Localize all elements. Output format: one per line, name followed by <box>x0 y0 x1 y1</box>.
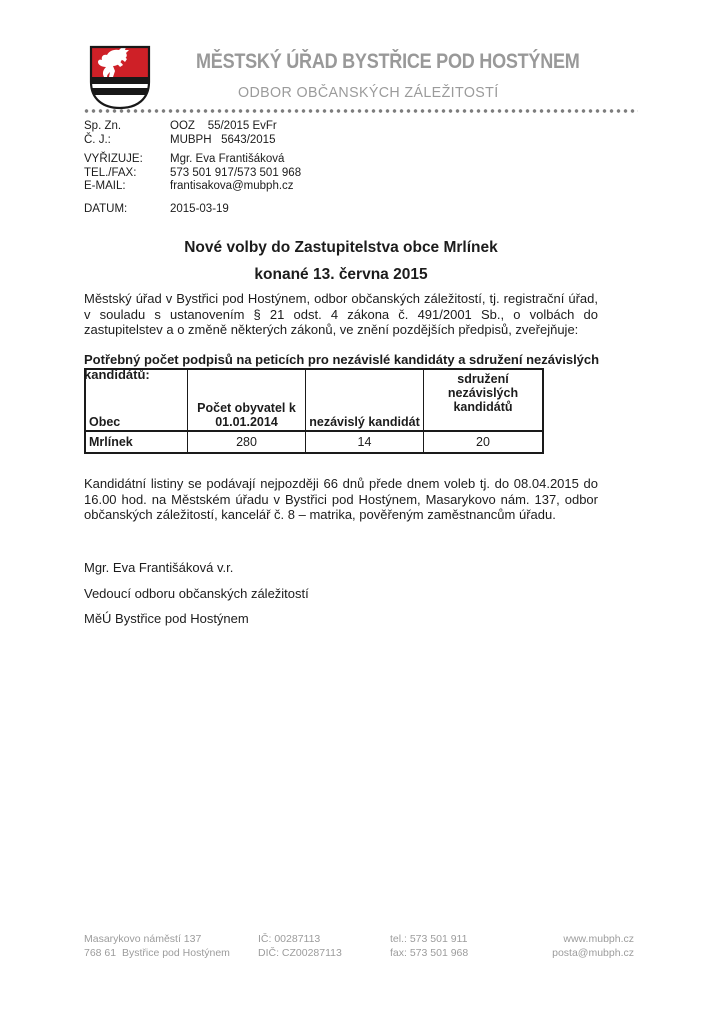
ref-row-telfax <box>84 167 504 181</box>
ref-row-datum <box>84 203 504 217</box>
signature-requirements-table <box>84 368 544 454</box>
signature-office: MěÚ Bystřice pod Hostýnem <box>84 611 249 626</box>
footer-tel: tel.: 573 501 911 <box>390 933 468 945</box>
col-header-sdruzeni: sdružení nezávislých kandidátů <box>424 369 544 431</box>
signature-role: Vedoucí odboru občanských záležitostí <box>84 585 309 601</box>
intro-paragraph: Městský úřad v Bystřici pod Hostýnem, odbor občanských záležitostí, tj. registrační úřad, v souladu s ustanovením § 21 odst. 4 zákona č. 491/2001 Sb., o volbách do zastupitelstev a o změně některých zákonů, ve znění pozdějších předpisů, zveřejňuje: <box>84 291 598 338</box>
signature-name: Mgr. Eva Františáková v.r. <box>84 560 234 575</box>
ref-label: Č. J.: <box>84 133 111 146</box>
col-header-obec: Obec <box>85 369 188 431</box>
ref-value: frantisakova@mubph.cz <box>170 180 294 192</box>
col-header-nezavisly-kandidat: nezávislý kandidát <box>306 369 424 431</box>
ref-row-email <box>84 180 504 194</box>
document-title: Nové volby do Zastupitelstva obce Mrlínek <box>184 239 498 256</box>
ref-label: DATUM: <box>84 202 128 215</box>
footer-fax: fax: 573 501 968 <box>390 946 469 959</box>
ref-label: TEL./FAX: <box>84 166 137 179</box>
table-row <box>85 431 543 453</box>
document-subtitle: konané 13. června 2015 <box>254 266 428 283</box>
ref-value: 2015-03-19 <box>170 202 229 215</box>
footer-website: www.mubph.cz <box>563 933 634 945</box>
coat-of-arms-icon <box>87 44 153 112</box>
ref-value: MUBPH 5643/2015 <box>170 133 276 146</box>
cell-pocet: 280 <box>188 431 306 453</box>
footer-dic: DIČ: CZ00287113 <box>258 946 342 959</box>
cell-nezavisly: 14 <box>306 431 424 453</box>
ref-value: 573 501 917/573 501 968 <box>170 166 302 179</box>
col-header-pocet-obyvatel: Počet obyvatel k 01.01.2014 <box>188 369 306 431</box>
footer-address-line2: 768 61 Bystřice pod Hostýnem <box>84 946 230 959</box>
ref-row-vyrizuje <box>84 153 504 167</box>
office-title: MĚSTSKÝ ÚŘAD BYSTŘICE POD HOSTÝNEM <box>196 50 580 73</box>
department-subtitle: ODBOR OBČANSKÝCH ZÁLEŽITOSTÍ <box>238 84 499 101</box>
footer-ic: IČ: 00287113 <box>258 933 321 945</box>
footer-address <box>84 933 230 960</box>
ref-row-cj <box>84 134 504 148</box>
table-header-row <box>85 369 543 431</box>
ref-row-spzn <box>84 120 504 134</box>
footer-phones <box>390 933 468 960</box>
footer-ids <box>258 933 342 960</box>
reference-block <box>84 120 504 216</box>
ref-label: E-MAIL: <box>84 180 126 192</box>
ref-value: OOZ 55/2015 EvFr <box>170 120 277 132</box>
cell-sdruzeni: 20 <box>424 431 544 453</box>
ref-label: VYŘIZUJE: <box>84 153 143 165</box>
footer-address-line1: Masarykovo náměstí 137 <box>84 933 202 945</box>
signature-block <box>84 561 309 638</box>
deadline-paragraph: Kandidátní listiny se podávají nejpozději 66 dnů přede dnem voleb tj. do 08.04.2015 do 16.00 hod. na Městském úřadu v Bystřici pod Hostýnem, Masarykovo nám. 137, odbor občanských záležitostí, kancelář č. 8 – matrika, pověřeným zaměstnancům úřadu. <box>84 476 598 523</box>
table-caption: Potřebný počet podpisů na peticích pro nezávislé kandidáty a sdružení nezávislých kandidátů: <box>84 352 600 382</box>
ref-label: Sp. Zn. <box>84 120 122 132</box>
footer-email: posta@mubph.cz <box>552 946 634 959</box>
dotted-divider <box>84 108 638 114</box>
ref-value: Mgr. Eva Františáková <box>170 153 285 165</box>
cell-obec: Mrlínek <box>85 431 188 453</box>
footer-web <box>552 933 634 960</box>
